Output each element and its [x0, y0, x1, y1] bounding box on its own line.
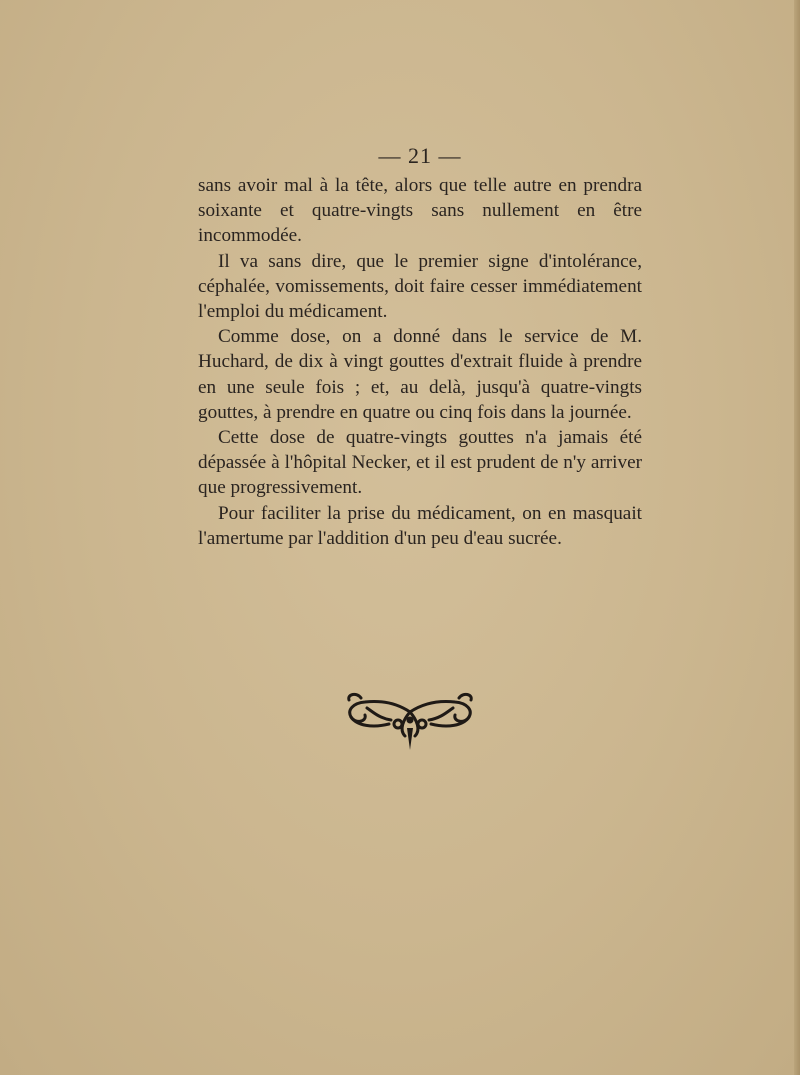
- fleuron-ornament-icon: [343, 690, 477, 752]
- paragraph-1: sans avoir mal à la tête, alors que telle autre en prendra soixante et quatre-vingts sans nullement en être incommodée.: [198, 175, 642, 247]
- page-number: — 21 —: [378, 143, 462, 168]
- paragraph-4: Cette dose de quatre-vingts gouttes n'a jamais été dépassée à l'hôpital Necker, et il est prudent de n'y arriver que progressivement.: [198, 427, 642, 499]
- body-text: [198, 173, 642, 551]
- paragraph-2: Il va sans dire, que le premier signe d'intolérance, céphalée, vomissements, doit faire cesser immédiatement l'emploi du médicament.: [198, 250, 642, 323]
- page-edge: [794, 0, 800, 1075]
- paragraph-3: Comme dose, on a donné dans le service de M. Huchard, de dix à vingt gouttes d'extrait fluide à prendre en une seule fois ; et, au delà, jusqu'à quatre-vingts gouttes, à prendre en quatre ou cinq fois dans la journée.: [198, 326, 642, 423]
- paragraph-5: Pour faciliter la prise du médicament, on en masquait l'amertume par l'addition d'un peu d'eau sucrée.: [198, 502, 642, 549]
